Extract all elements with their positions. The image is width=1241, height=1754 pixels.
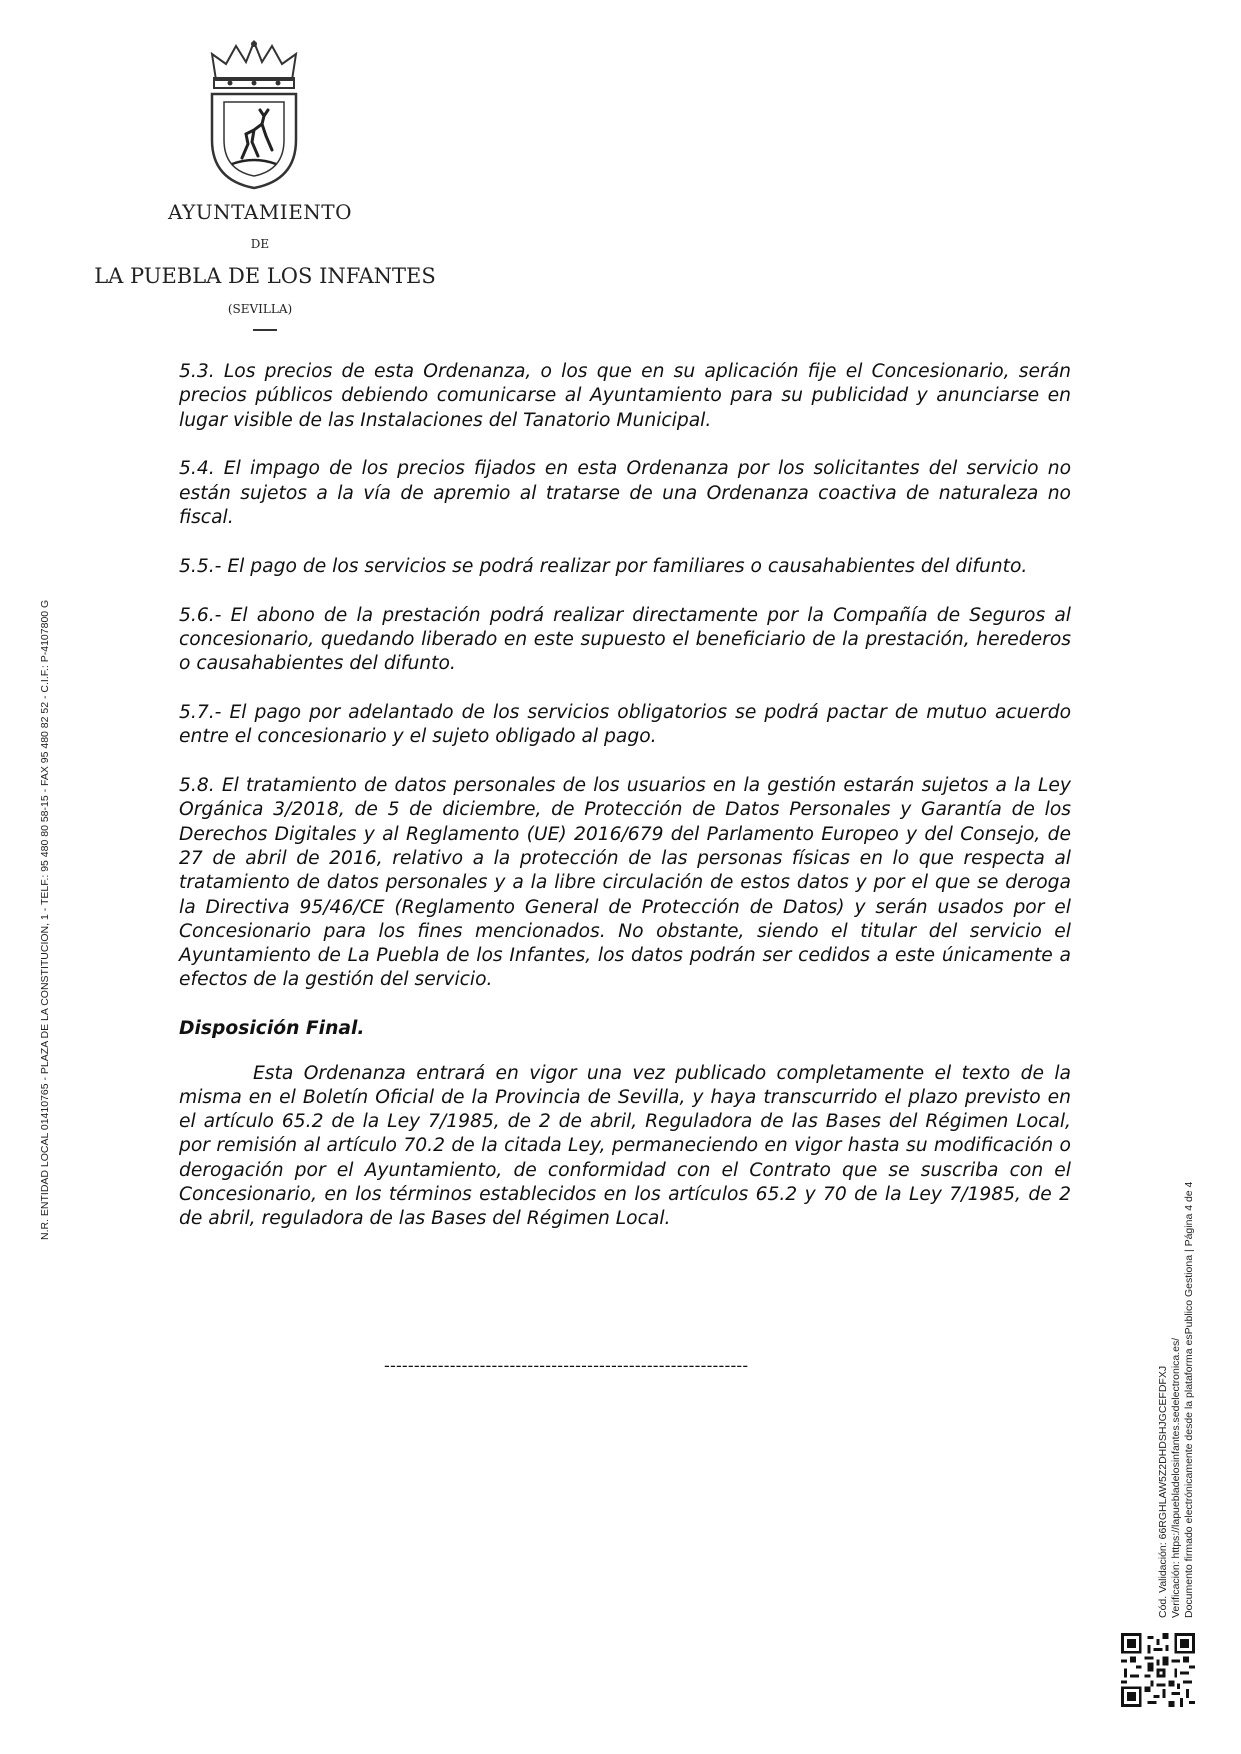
municipal-crest-logo [202, 40, 306, 190]
header-ayuntamiento: AYUNTAMIENTO [167, 200, 353, 224]
final-provision-heading: Disposición Final. [179, 1018, 365, 1040]
header-de: DE [250, 237, 270, 251]
right-margin-verification [1157, 1182, 1196, 1618]
left-margin-address: N.R. ENTIDAD LOCAL 01410765 - PLAZA DE LA CONSTITUCION, 1 - TELF.: 95 480 80 58-15 - FAX 95 480 82 52 - C.I.F.: P-4107800 G [39, 599, 51, 1240]
paragraph-5-8: 5.8. El tratamiento de datos personales de los usuarios en la gestión estarán sujetos a la Ley Orgánica 3/2018, de 5 de diciembre, de Protección de Datos Personales y Garantía de los Derechos Digitales y al Reglamento (UE) 2016/679 del Parlamento Europeo y del Consejo, de 27 de abril de 2016, relativo a la protección de las personas físicas en lo que respecta al tratamiento de datos personales y a la libre circulación de estos datos y por el que se deroga la Directiva 95/46/CE (Reglamento General de Protección de Datos) y serán usados por el Concesionario para los fines mencionados. No obstante, siendo el titular del servicio el Ayuntamiento de La Puebla de los Infantes, los datos podrán ser cedidos a este únicamente a efectos de la gestión del servicio. [179, 775, 1071, 991]
document-body [179, 360, 1071, 1256]
final-provision-paragraph: Esta Ordenanza entrará en vigor una vez publicado completamente el texto de la misma en el Boletín Oficial de la Provincia de Sevilla, y haya transcurrido el plazo previsto en el artículo 65.2 de la Ley 7/1985, de 2 de abril, Reguladora de las Bases del Régimen Local, por remisión al artículo 70.2 de la citada Ley, permaneciendo en vigor hasta su modificación o derogación por el Ayuntamiento, de conformidad con el Contrato que se suscriba con el Concesionario, en los términos establecidos en los artículos 65.2 y 70 de la Ley 7/1985, de 2 de abril, reguladora de las Bases del Régimen Local. [179, 1062, 1071, 1230]
validation-code: Cód. Validación: 66RGHLAW5Z2DHDSHJGCEFDFXJ [1157, 1365, 1169, 1618]
header-province: (SEVILLA) [227, 302, 293, 316]
paragraph-5-3: 5.3. Los precios de esta Ordenanza, o los que en su aplicación fije el Concesionario, serán precios públicos debiendo comunicarse al Ayuntamiento para su publicidad y anunciarse en lugar visible de las Instalaciones del Tanatorio Municipal. [179, 361, 1071, 431]
header-municipality: LA PUEBLA DE LOS INFANTES [94, 264, 436, 288]
qr-code-icon[interactable] [1121, 1633, 1195, 1707]
signature-note: Documento firmado electrónicamente desde la plataforma esPublico Gestiona | Página 4 de 4 [1183, 1181, 1195, 1618]
paragraph-5-7: 5.7.- El pago por adelantado de los servicios obligatorios se podrá pactar de mutuo acuerdo entre el concesionario y el sujeto obligado al pago. [179, 701, 1071, 748]
verification-url[interactable]: Verificación: https://lapuebladelosinfantes.sedelectronica.es/ [1170, 1337, 1182, 1618]
paragraph-5-4: 5.4. El impago de los precios fijados en esta Ordenanza por los solicitantes del servicio no están sujetos a la vía de apremio al tratarse de una Ordenanza coactiva de naturaleza no fiscal. [179, 458, 1071, 528]
end-of-document-dashes: ------------------------------------------------------------- [384, 1356, 749, 1375]
header-divider [253, 329, 277, 331]
paragraph-5-6: 5.6.- El abono de la prestación podrá realizar directamente por la Compañía de Seguros al concesionario, quedando liberado en este supuesto el beneficiario de la prestación, herederos o causahabientes del difunto. [179, 604, 1071, 675]
paragraph-5-5: 5.5.- El pago de los servicios se podrá realizar por familiares o causahabientes del difunto. [179, 555, 1028, 577]
